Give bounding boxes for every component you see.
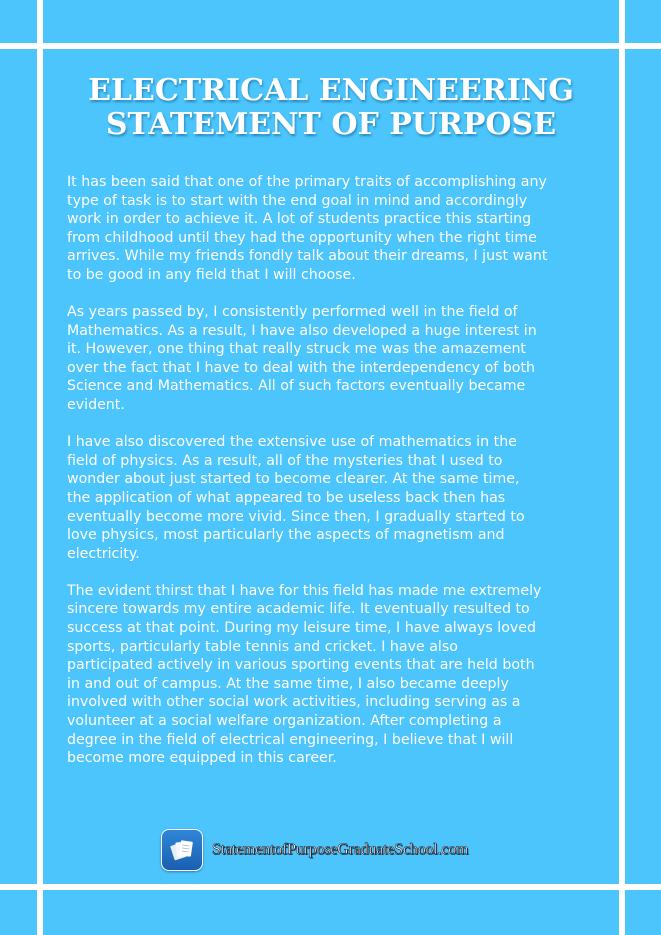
title-line-2: STATEMENT OF PURPOSE bbox=[105, 107, 557, 142]
documents-icon bbox=[161, 829, 203, 871]
paragraph-1: It has been said that one of the primary traits of accomplishing any type of task is to start with the end goal in mind and accordingly work in order to achieve it. A lot of students practice this starting from childhood until they had the opportunity when the right time arrives. While my friends fondly talk about their dreams, I just want to be good in any field that I will choose. bbox=[67, 174, 548, 283]
frame-panel-bottom-right bbox=[625, 890, 661, 935]
footer-branding bbox=[161, 828, 468, 872]
title-line-1: ELECTRICAL ENGINEERING bbox=[88, 73, 574, 108]
frame-panel-top-right bbox=[625, 0, 661, 43]
paragraph-3: I have also discovered the extensive use of mathematics in the field of physics. As a result, all of the mysteries that I used to wonder about just started to become clearer. At the same time, the application of what appeared to be useless back then has eventually become more vivid. Since then, I gradually started to love physics, most particularly the aspects of magnetism and electricity. bbox=[67, 434, 525, 562]
statement-body bbox=[67, 173, 607, 786]
frame-panel-bottom-center bbox=[43, 890, 619, 935]
paragraph-2: As years passed by, I consistently performed well in the field of Mathematics. As a result, I have also developed a huge interest in it. However, one thing that really struck me was the amazement over the fact that I have to deal with the interdependency of both Science and Mathematics. All of such factors eventually became evident. bbox=[67, 304, 537, 414]
frame-panel-middle-right bbox=[625, 49, 661, 884]
page-title bbox=[43, 74, 619, 142]
frame-panel-top-center bbox=[43, 0, 619, 43]
frame-panel-top-left bbox=[0, 0, 37, 43]
frame-panel-bottom-left bbox=[0, 890, 37, 935]
paragraph-4: The evident thirst that I have for this field has made me extremely sincere towards my entire academic life. It eventually resulted to success at that point. During my leisure time, I have always loved sports, particularly table tennis and cricket. I have also participated actively in various sporting events that are held both in and out of campus. At the same time, I also became deeply involved with other social work activities, including serving as a volunteer at a social welfare organization. After completing a degree in the field of electrical engineering, I believe that I will become more equipped in this career. bbox=[67, 582, 542, 767]
frame-panel-middle-left bbox=[0, 49, 37, 884]
site-name-link[interactable]: StatementofPurposeGraduateSchool.com bbox=[212, 841, 469, 858]
